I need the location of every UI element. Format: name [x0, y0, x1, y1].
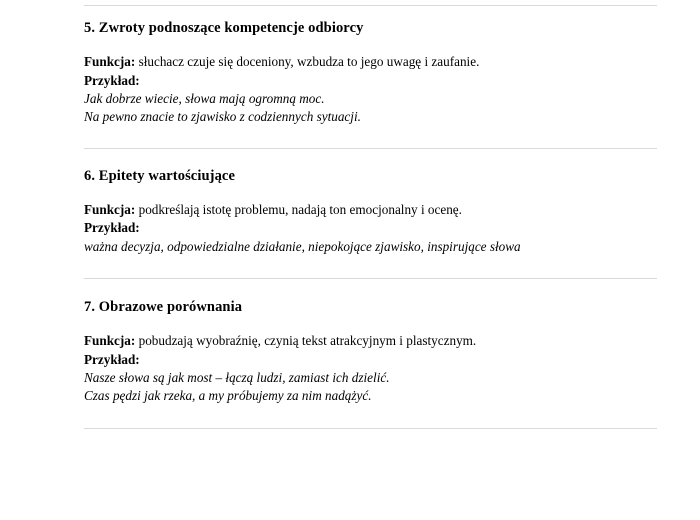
section-5: [84, 19, 657, 127]
section-7-function-label: Funkcja:: [84, 333, 136, 349]
section-6-function-text: podkreślają istotę problemu, nadają ton emocjonalny i ocenę.: [135, 201, 462, 217]
section-5-example-2: Na pewno znacie to zjawisko z codziennych sytuacji.: [84, 109, 361, 125]
section-5-heading: 5. Zwroty podnoszące kompetencje odbiorcy: [84, 20, 364, 36]
section-6-heading: 6. Epitety wartościujące: [84, 167, 235, 184]
section-5-function-text: słuchacz czuje się doceniony, wzbudza to jego uwagę i zaufanie.: [135, 54, 480, 70]
section-7-example-label: [84, 351, 657, 369]
section-6-function-line: [84, 201, 657, 219]
section-5-example-label-text: Przykład:: [84, 72, 140, 88]
section-6-example-label: [84, 219, 657, 237]
section-5-function-label: Funkcja:: [84, 54, 136, 70]
section-7-function-line: [84, 332, 657, 350]
section-5-example-1: Jak dobrze wiecie, słowa mają ogromną moc.: [84, 90, 325, 106]
section-6-example-label-text: Przykład:: [84, 220, 140, 236]
document-content: [84, 0, 657, 429]
section-6-example-1: ważna decyzja, odpowiedzialne działanie, niepokojące zjawisko, inspirujące słowa: [84, 238, 521, 254]
section-7-function-text: pobudzają wyobraźnię, czynią tekst atrakcyjnym i plastycznym.: [135, 333, 477, 349]
section-6: [84, 167, 657, 256]
section-7-example-2: Czas pędzi jak rzeka, a my próbujemy za nim nadążyć.: [84, 388, 372, 404]
section-5-example-label: [84, 72, 657, 90]
section-divider-bottom: [84, 428, 657, 429]
section-7-example-label-text: Przykład:: [84, 351, 140, 367]
section-6-function-label: Funkcja:: [84, 201, 136, 217]
section-7-example-1: Nasze słowa są jak most – łączą ludzi, zamiast ich dzielić.: [84, 370, 390, 386]
section-5-function-line: [84, 53, 657, 71]
section-7-heading: 7. Obrazowe porównania: [84, 299, 243, 316]
section-7: [84, 298, 657, 406]
